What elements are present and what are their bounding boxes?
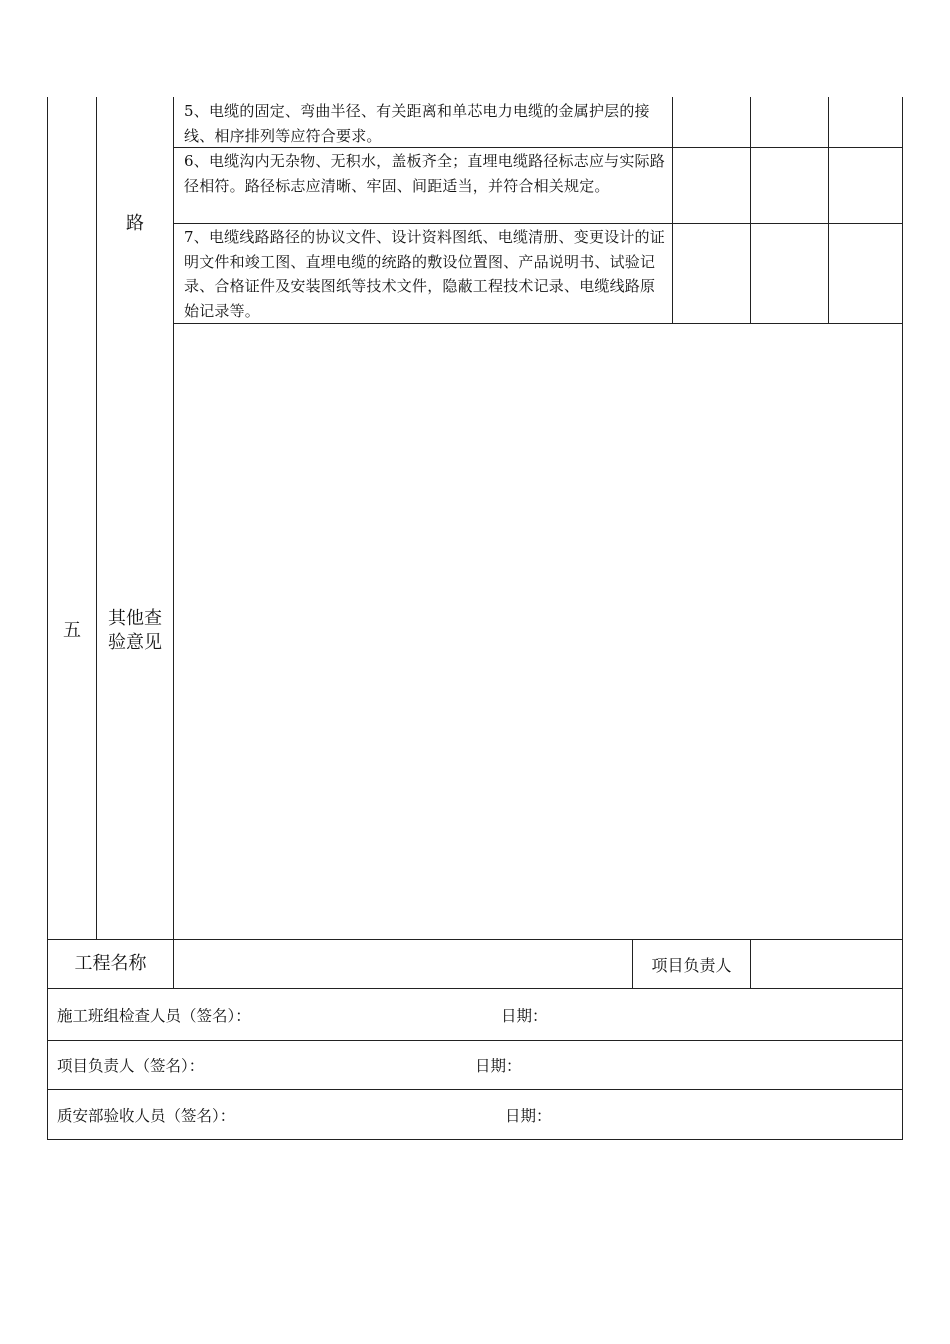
date-label: 日期： (501, 1006, 548, 1025)
other-opinion-area[interactable] (174, 324, 902, 939)
table-border-right (902, 97, 903, 1140)
check-cell[interactable] (751, 98, 828, 147)
date-label: 日期： (505, 1106, 552, 1125)
project-name-field[interactable] (174, 940, 632, 988)
route-label: 路 (126, 213, 144, 234)
project-leader-field[interactable] (751, 940, 902, 988)
inspection-item-5: 5、电缆的固定、弯曲半径、有关距离和单芯电力电缆的金属护层的接线、相序排列等应符合要求。 (184, 102, 650, 145)
row-divider-2 (173, 223, 903, 224)
signature-label-project-leader: 项目负责人（签名）： (57, 1057, 205, 1075)
section-number: 五 (63, 620, 81, 641)
date-label: 日期： (475, 1057, 522, 1075)
check-cell[interactable] (673, 98, 750, 147)
signature-label-quality-safety-inspector: 质安部验收人员（签名）： (57, 1106, 236, 1125)
project-leader-label: 项目负责人 (651, 955, 732, 975)
inspection-item-6: 6、电缆沟内无杂物、无积水，盖板齐全；直埋电缆路径标志应与实际路径相符。路径标志应清晰、牢固、间距适当，并符合相关规定。 (184, 152, 665, 195)
project-name-label: 工程名称 (74, 953, 147, 974)
inspection-item-7: 7、电缆线路路径的协议文件、设计资料图纸、电缆清册、变更设计的证明文件和竣工图、直埋电缆的统路的敷设位置图、产品说明书、试验记录、合格证件及安装图纸等技术文件，隐蔽工程技术记录、电缆线路原始记录等。 (184, 228, 665, 320)
other-opinion-label: 其他查验意见 (108, 608, 162, 653)
table-border-bottom (47, 1139, 903, 1140)
check-cell[interactable] (829, 98, 902, 147)
signature-label-team-inspector: 施工班组检查人员（签名）： (57, 1006, 251, 1025)
